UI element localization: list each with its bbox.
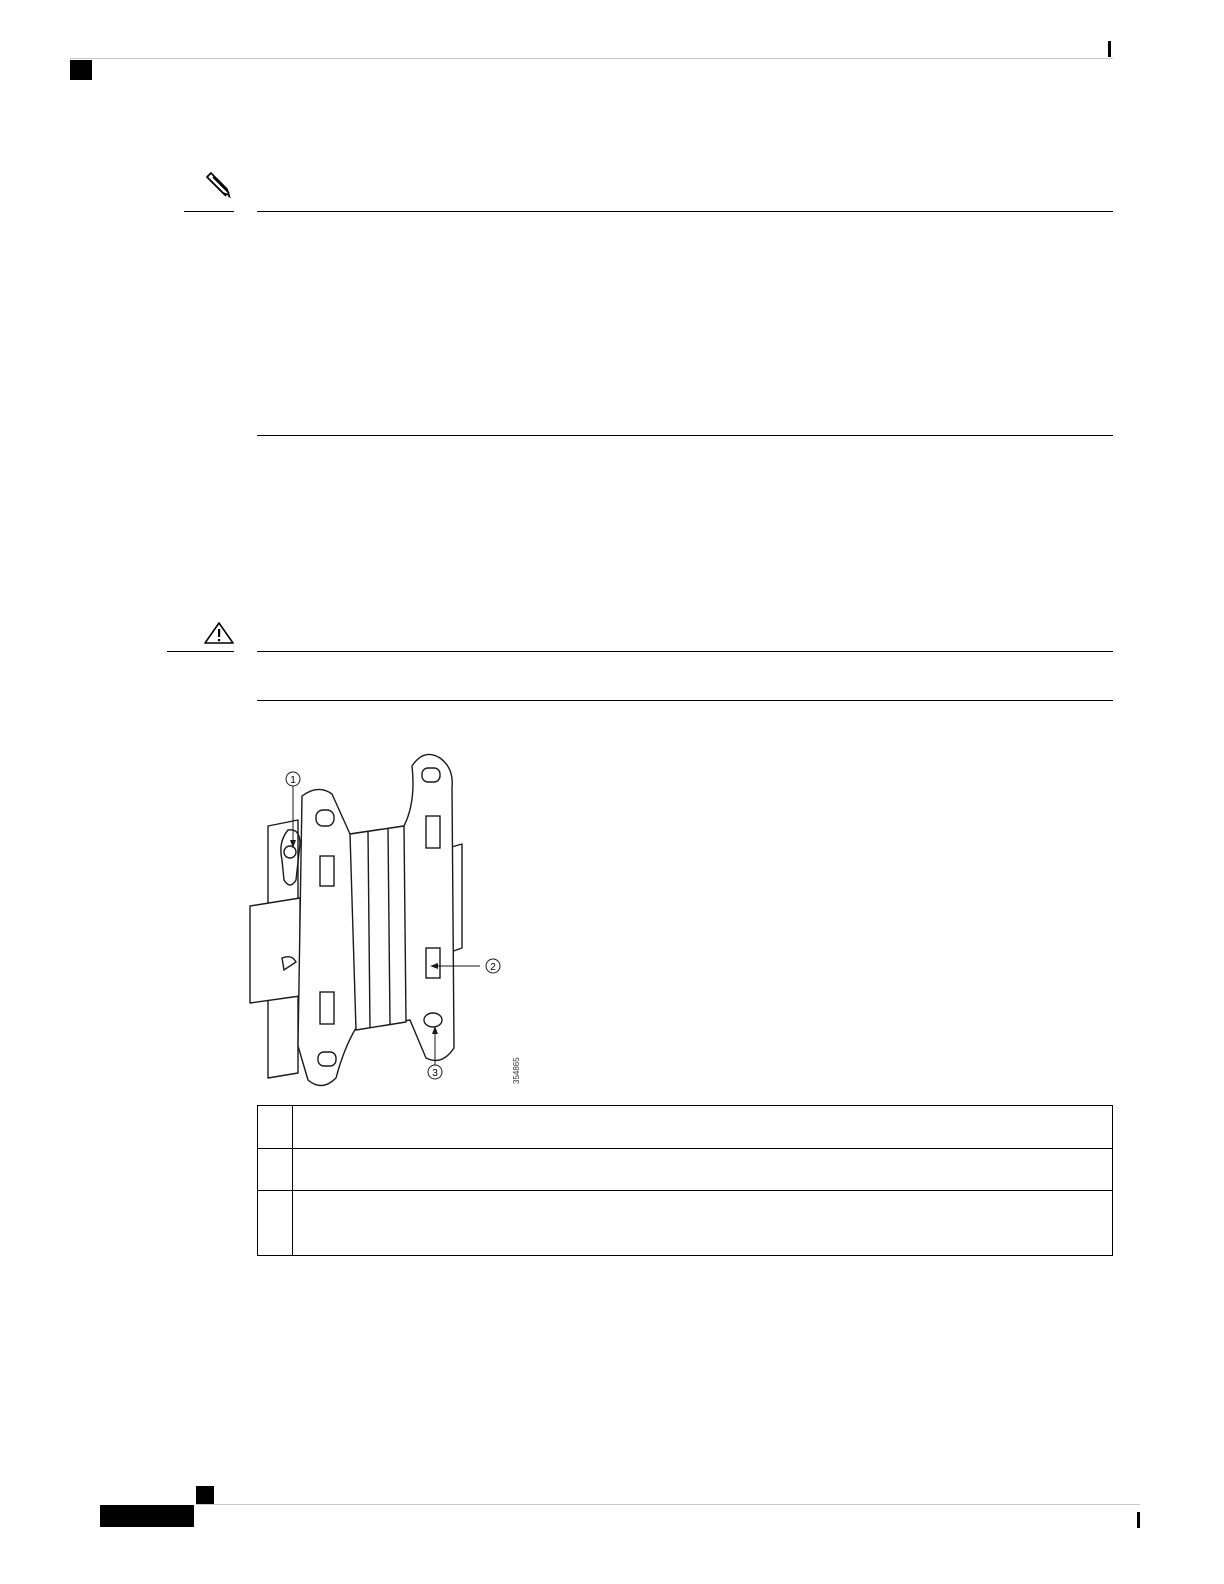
note-rule-top <box>257 211 1113 212</box>
callout-table <box>257 1105 1113 1256</box>
callout-number <box>258 1149 293 1191</box>
callout-description <box>293 1191 1113 1256</box>
header-rule <box>70 58 1113 59</box>
caution-rule-bottom <box>257 700 1113 701</box>
footer-page-tab <box>100 1505 194 1527</box>
callout-1: 1 <box>290 775 296 786</box>
callout-2: 2 <box>490 962 496 973</box>
caution-rule-top <box>257 651 1113 652</box>
callout-number <box>258 1191 293 1256</box>
callout-number <box>258 1106 293 1149</box>
table-row <box>258 1149 1113 1191</box>
table-row <box>258 1106 1113 1149</box>
footer-corner-block <box>196 1486 214 1504</box>
footer-rule <box>196 1504 1140 1505</box>
callout-description <box>293 1106 1113 1149</box>
warning-triangle-icon <box>203 621 235 645</box>
table-row <box>258 1191 1113 1256</box>
pencil-note-icon <box>199 171 237 203</box>
mounting-bracket-figure <box>240 748 540 1093</box>
figure-id: 354865 <box>512 1057 521 1084</box>
callout-description <box>293 1149 1113 1191</box>
note-rule-left <box>184 211 234 212</box>
callout-3: 3 <box>432 1068 438 1079</box>
caution-rule-left <box>167 651 234 652</box>
footer-right-tick <box>1137 1512 1140 1528</box>
header-corner-block <box>70 60 92 80</box>
header-right-tick <box>1108 41 1111 57</box>
note-rule-bottom <box>257 435 1113 436</box>
